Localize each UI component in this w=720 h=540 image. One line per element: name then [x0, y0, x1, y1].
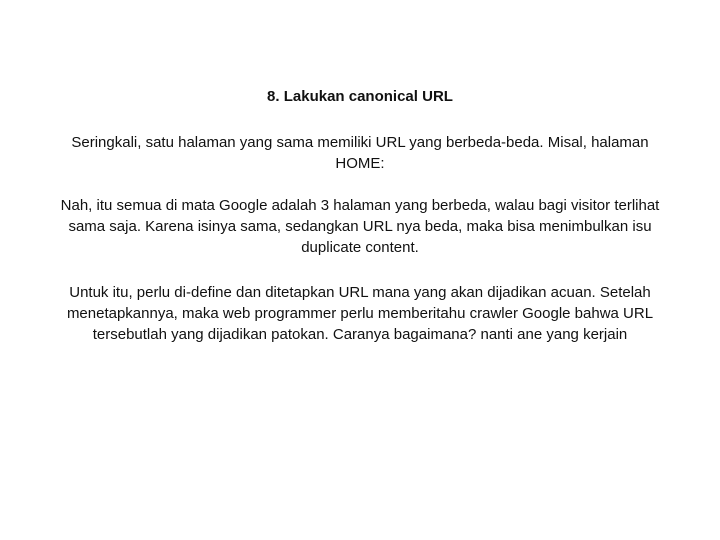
slide-title: 8. Lakukan canonical URL	[267, 88, 453, 105]
paragraph-canonical-solution: Untuk itu, perlu di-define dan ditetapkan URL mana yang akan dijadikan acuan. Setelah menetapkannya, maka web programmer perlu memberitahu crawler Google bahwa URL tersebutlah yang dijadikan patokan. Caranya bagaimana? nanti ane yang kerjain	[66, 284, 654, 343]
paragraph-google-view: Nah, itu semua di mata Google adalah 3 halaman yang berbeda, walau bagi visitor terlihat sama saja. Karena isinya sama, sedangkan URL nya beda, maka bisa menimbulkan isu duplicate content.	[60, 197, 660, 256]
paragraph-duplicate-urls: Seringkali, satu halaman yang sama memiliki URL yang berbeda-beda. Misal, halaman HOME:	[71, 134, 649, 172]
